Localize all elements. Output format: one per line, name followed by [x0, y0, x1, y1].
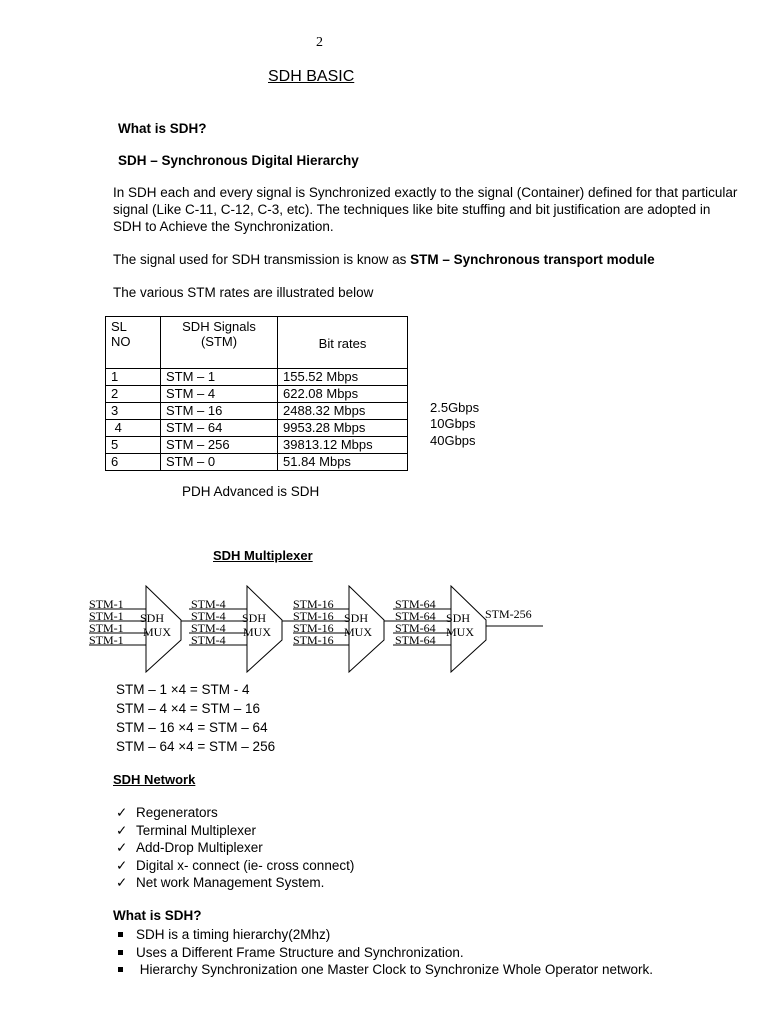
table-row	[106, 454, 408, 471]
intro-paragraph: In SDH each and every signal is Synchronized exactly to the signal (Container) defined for that particular signal (Like C-11, C-12, C-3, etc). The techniques like bite stuffing and bit justification are adopted in SDH to Achieve the Synchronization.	[113, 185, 738, 234]
cell-signal: STM – 16	[161, 403, 278, 420]
cell-sl: 5	[106, 437, 161, 454]
list-item	[116, 839, 354, 857]
network-heading: SDH Network	[113, 772, 196, 787]
output-label: STM-256	[485, 607, 532, 621]
list-item-text: Terminal Multiplexer	[136, 822, 257, 838]
mux-label: MUX	[344, 625, 373, 639]
mux-label: MUX	[143, 625, 172, 639]
header-signal-line1: SDH Signals	[182, 319, 256, 334]
input-label: STM-64	[395, 609, 436, 623]
check-icon: ✓	[116, 840, 128, 855]
cell-rate: 51.84 Mbps	[278, 454, 408, 471]
cell-sl: 4	[106, 420, 161, 437]
stm-paragraph	[113, 251, 738, 268]
cell-signal: STM – 64	[161, 420, 278, 437]
header-sl-line1: SL	[111, 319, 127, 334]
header-sl	[106, 317, 161, 369]
list-item	[116, 822, 354, 840]
list-item	[118, 926, 653, 944]
input-label: STM-4	[191, 609, 226, 623]
cell-signal: STM – 1	[161, 369, 278, 386]
input-label: STM-16	[293, 597, 334, 611]
mux-label: SDH	[242, 611, 267, 625]
equation: STM – 1 ×4 = STM - 4	[116, 682, 250, 697]
list-item	[116, 804, 354, 822]
input-label: STM-4	[191, 621, 226, 635]
cell-signal: STM – 256	[161, 437, 278, 454]
mux-label: MUX	[446, 625, 475, 639]
list-item-text: Hierarchy Synchronization one Master Clock to Synchronize Whole Operator network.	[136, 962, 653, 977]
mux-label: SDH	[344, 611, 369, 625]
list-item-text: Add-Drop Multiplexer	[136, 840, 263, 855]
cell-rate: 9953.28 Mbps	[278, 420, 408, 437]
list-item	[116, 857, 354, 875]
bullet-icon	[118, 932, 123, 937]
header-sl-line2: NO	[111, 334, 131, 349]
list-item-text: Digital x- connect (ie- cross connect)	[136, 857, 355, 873]
list-item-text: Uses a Different Frame Structure and Synchronization.	[136, 944, 464, 960]
side-note: 10Gbps	[430, 416, 476, 431]
bullet-icon	[118, 967, 123, 972]
list-item-text: Regenerators	[136, 805, 218, 820]
bullet-icon	[118, 950, 123, 955]
cell-sl: 1	[106, 369, 161, 386]
list-item	[118, 961, 653, 979]
list-item	[116, 874, 354, 892]
table-header-row	[106, 317, 408, 369]
table-row	[106, 420, 408, 437]
network-list	[116, 804, 354, 892]
list-item	[118, 944, 653, 962]
header-signal	[161, 317, 278, 369]
input-label: STM-64	[395, 597, 436, 611]
mux-heading: SDH Multiplexer	[213, 548, 313, 563]
input-label: STM-16	[293, 609, 334, 623]
header-rate: Bit rates	[278, 317, 408, 369]
cell-rate: 155.52 Mbps	[278, 369, 408, 386]
table-row	[106, 369, 408, 386]
list-item-text: Net work Management System.	[136, 875, 325, 890]
list-item-text: SDH is a timing hierarchy(2Mhz)	[136, 927, 331, 942]
input-label: STM-4	[191, 597, 226, 611]
cell-rate: 39813.12 Mbps	[278, 437, 408, 454]
cell-signal: STM – 4	[161, 386, 278, 403]
question-heading-2: What is SDH?	[113, 908, 202, 923]
rates-intro: The various STM rates are illustrated below	[113, 285, 374, 300]
sdh-multiplexer-diagram	[0, 580, 768, 680]
header-signal-line2: (STM)	[200, 334, 238, 349]
input-label: STM-1	[89, 621, 124, 635]
input-label: STM-1	[89, 597, 124, 611]
input-label: STM-64	[395, 621, 436, 635]
equation: STM – 4 ×4 = STM – 16	[116, 701, 261, 716]
side-note: 2.5Gbps	[430, 400, 480, 415]
cell-sl: 2	[106, 386, 161, 403]
page-number: 2	[316, 35, 323, 50]
equation: STM – 16 ×4 = STM – 64	[116, 720, 268, 735]
table-row	[106, 403, 408, 420]
input-label: STM-1	[89, 609, 124, 623]
mux-label: MUX	[243, 625, 272, 639]
check-icon: ✓	[116, 822, 128, 838]
cell-signal: STM – 0	[161, 454, 278, 471]
equation: STM – 64 ×4 = STM – 256	[116, 739, 276, 754]
input-label: STM-64	[395, 633, 436, 647]
stm-paragraph-text: The signal used for SDH transmission is know as	[113, 252, 411, 267]
stm-rates-table	[105, 316, 408, 471]
check-icon: ✓	[116, 857, 128, 873]
cell-rate: 2488.32 Mbps	[278, 403, 408, 420]
table-row	[106, 386, 408, 403]
pdh-note: PDH Advanced is SDH	[182, 484, 320, 499]
check-icon: ✓	[116, 805, 128, 820]
side-note: 40Gbps	[430, 433, 476, 448]
sdh-facts-list	[118, 926, 653, 979]
input-label: STM-16	[293, 633, 334, 647]
page-title: SDH BASIC	[268, 68, 355, 85]
input-label: STM-16	[293, 621, 334, 635]
cell-sl: 6	[106, 454, 161, 471]
stm-definition: STM – Synchronous transport module	[410, 252, 655, 267]
cell-rate: 622.08 Mbps	[278, 386, 408, 403]
cell-sl: 3	[106, 403, 161, 420]
subtitle: SDH – Synchronous Digital Hierarchy	[118, 153, 359, 168]
mux-label: SDH	[446, 611, 471, 625]
mux-label: SDH	[140, 611, 165, 625]
table-row	[106, 437, 408, 454]
check-icon: ✓	[116, 875, 128, 890]
question-heading: What is SDH?	[118, 121, 207, 136]
input-label: STM-4	[191, 633, 226, 647]
input-label: STM-1	[89, 633, 124, 647]
